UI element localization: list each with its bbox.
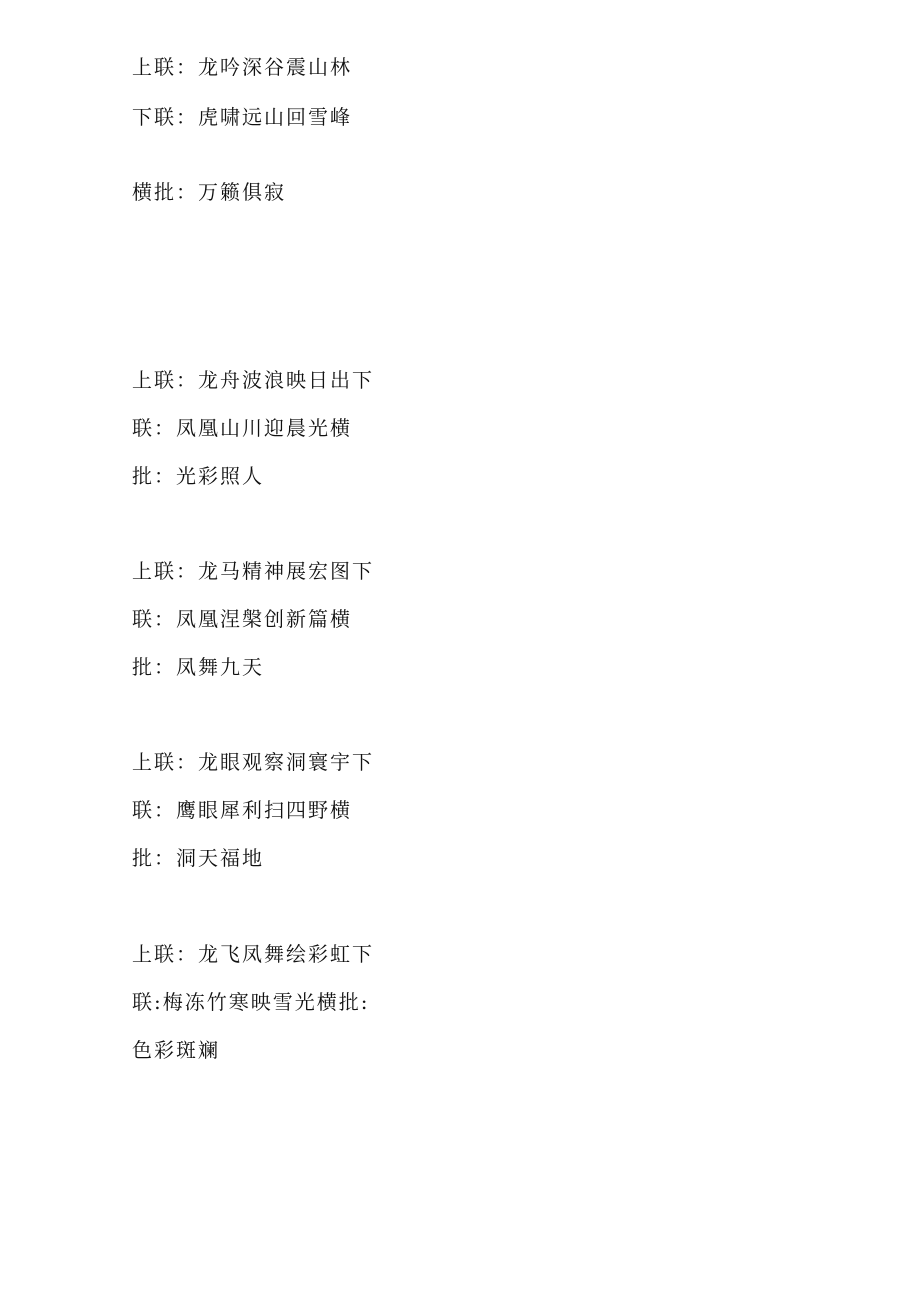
couplet-line: 联：凤凰涅槃创新篇横 bbox=[132, 607, 352, 631]
couplet-line: 联:梅冻竹寒映雪光横批: bbox=[132, 990, 370, 1014]
couplet-line: 批：洞天福地 bbox=[132, 846, 264, 870]
couplet-line: 横批：万籁俱寂 bbox=[132, 180, 286, 204]
couplet-line: 上联：龙眼观察洞寰宇下 bbox=[132, 750, 374, 774]
couplet-line: 上联：龙舟波浪映日出下 bbox=[132, 368, 374, 392]
couplet-line: 下联：虎啸远山回雪峰 bbox=[132, 105, 352, 129]
couplet-line: 色彩斑斓 bbox=[132, 1038, 220, 1062]
couplet-line: 联：凤凰山川迎晨光横 bbox=[132, 416, 352, 440]
couplet-line: 上联：龙吟深谷震山林 bbox=[132, 55, 352, 79]
couplet-line: 上联：龙飞凤舞绘彩虹下 bbox=[132, 942, 374, 966]
couplet-line: 批：光彩照人 bbox=[132, 464, 264, 488]
couplet-line: 联：鹰眼犀利扫四野横 bbox=[132, 798, 352, 822]
couplet-line: 批：凤舞九天 bbox=[132, 655, 264, 679]
couplet-line: 上联：龙马精神展宏图下 bbox=[132, 559, 374, 583]
